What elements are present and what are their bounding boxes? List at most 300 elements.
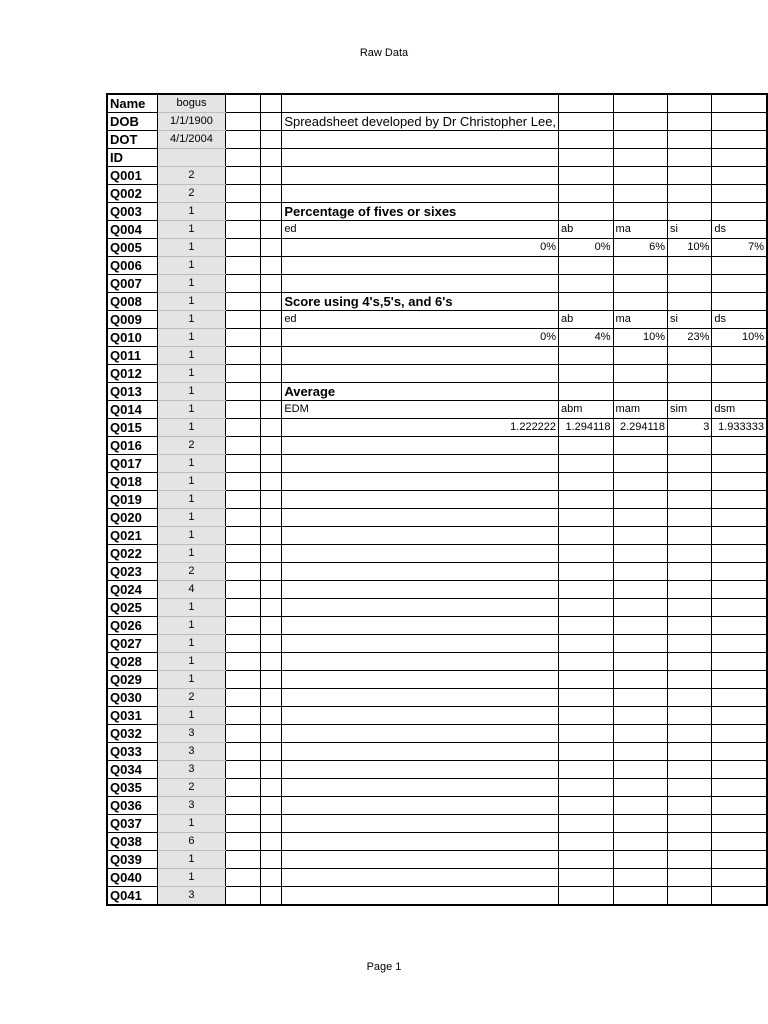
empty-cell[interactable] xyxy=(613,653,668,671)
empty-cell[interactable] xyxy=(559,545,614,563)
empty-cell[interactable] xyxy=(225,869,260,887)
empty-cell[interactable] xyxy=(712,851,767,869)
empty-cell[interactable] xyxy=(282,185,559,203)
empty-cell[interactable] xyxy=(613,743,668,761)
row-value-cell[interactable]: 1 xyxy=(157,653,225,671)
empty-cell[interactable] xyxy=(225,185,260,203)
empty-cell[interactable] xyxy=(613,635,668,653)
row-value-cell[interactable]: 1 xyxy=(157,257,225,275)
empty-cell[interactable] xyxy=(559,743,614,761)
empty-cell[interactable] xyxy=(613,815,668,833)
empty-cell[interactable] xyxy=(613,779,668,797)
empty-cell[interactable] xyxy=(559,635,614,653)
empty-cell[interactable] xyxy=(613,797,668,815)
empty-cell[interactable] xyxy=(668,383,712,401)
empty-cell[interactable] xyxy=(712,149,767,167)
empty-cell[interactable] xyxy=(282,473,559,491)
empty-cell[interactable] xyxy=(559,833,614,851)
empty-cell[interactable] xyxy=(282,671,559,689)
empty-cell[interactable] xyxy=(225,401,260,419)
empty-cell[interactable] xyxy=(559,563,614,581)
empty-cell[interactable] xyxy=(282,617,559,635)
row-value-cell[interactable]: bogus xyxy=(157,94,225,113)
empty-cell[interactable] xyxy=(282,167,559,185)
empty-cell[interactable] xyxy=(282,725,559,743)
empty-cell[interactable] xyxy=(668,635,712,653)
empty-cell[interactable] xyxy=(225,545,260,563)
empty-cell[interactable] xyxy=(282,275,559,293)
empty-cell[interactable] xyxy=(260,869,282,887)
empty-cell[interactable] xyxy=(282,887,559,906)
empty-cell[interactable] xyxy=(282,707,559,725)
row-value-cell[interactable]: 1 xyxy=(157,383,225,401)
empty-cell[interactable] xyxy=(225,113,260,131)
empty-cell[interactable] xyxy=(668,725,712,743)
empty-cell[interactable] xyxy=(225,815,260,833)
empty-cell[interactable] xyxy=(282,455,559,473)
empty-cell[interactable] xyxy=(282,815,559,833)
empty-cell[interactable] xyxy=(613,149,668,167)
empty-cell[interactable] xyxy=(282,131,559,149)
empty-cell[interactable] xyxy=(559,347,614,365)
empty-cell[interactable] xyxy=(712,635,767,653)
empty-cell[interactable] xyxy=(613,869,668,887)
empty-cell[interactable] xyxy=(282,653,559,671)
empty-cell[interactable] xyxy=(712,725,767,743)
row-value-cell[interactable]: 1 xyxy=(157,221,225,239)
empty-cell[interactable] xyxy=(260,599,282,617)
empty-cell[interactable] xyxy=(282,797,559,815)
empty-cell[interactable] xyxy=(282,347,559,365)
row-value-cell[interactable]: 1 xyxy=(157,329,225,347)
empty-cell[interactable] xyxy=(668,869,712,887)
empty-cell[interactable] xyxy=(260,509,282,527)
row-value-cell[interactable]: 1 xyxy=(157,509,225,527)
empty-cell[interactable] xyxy=(613,113,668,131)
row-value-cell[interactable]: 1 xyxy=(157,671,225,689)
empty-cell[interactable] xyxy=(613,707,668,725)
empty-cell[interactable] xyxy=(260,797,282,815)
row-value-cell[interactable]: 1 xyxy=(157,275,225,293)
empty-cell[interactable] xyxy=(559,113,614,131)
empty-cell[interactable] xyxy=(225,761,260,779)
row-value-cell[interactable]: 4 xyxy=(157,581,225,599)
empty-cell[interactable] xyxy=(668,815,712,833)
empty-cell[interactable] xyxy=(282,257,559,275)
empty-cell[interactable] xyxy=(668,185,712,203)
empty-cell[interactable] xyxy=(260,131,282,149)
empty-cell[interactable] xyxy=(668,599,712,617)
empty-cell[interactable] xyxy=(225,563,260,581)
empty-cell[interactable] xyxy=(559,581,614,599)
empty-cell[interactable] xyxy=(225,275,260,293)
row-value-cell[interactable]: 3 xyxy=(157,887,225,906)
empty-cell[interactable] xyxy=(668,797,712,815)
empty-cell[interactable] xyxy=(613,833,668,851)
empty-cell[interactable] xyxy=(613,275,668,293)
empty-cell[interactable] xyxy=(225,94,260,113)
empty-cell[interactable] xyxy=(260,347,282,365)
empty-cell[interactable] xyxy=(282,509,559,527)
empty-cell[interactable] xyxy=(559,275,614,293)
empty-cell[interactable] xyxy=(668,509,712,527)
empty-cell[interactable] xyxy=(260,581,282,599)
empty-cell[interactable] xyxy=(225,833,260,851)
empty-cell[interactable] xyxy=(225,455,260,473)
empty-cell[interactable] xyxy=(613,491,668,509)
empty-cell[interactable] xyxy=(225,653,260,671)
empty-cell[interactable] xyxy=(225,581,260,599)
empty-cell[interactable] xyxy=(260,455,282,473)
empty-cell[interactable] xyxy=(613,671,668,689)
row-value-cell[interactable]: 1 xyxy=(157,491,225,509)
empty-cell[interactable] xyxy=(668,851,712,869)
empty-cell[interactable] xyxy=(559,473,614,491)
empty-cell[interactable] xyxy=(668,761,712,779)
row-value-cell[interactable]: 1 xyxy=(157,419,225,437)
empty-cell[interactable] xyxy=(225,743,260,761)
empty-cell[interactable] xyxy=(712,833,767,851)
row-value-cell[interactable]: 6 xyxy=(157,833,225,851)
empty-cell[interactable] xyxy=(225,239,260,257)
row-value-cell[interactable]: 2 xyxy=(157,167,225,185)
empty-cell[interactable] xyxy=(613,437,668,455)
empty-cell[interactable] xyxy=(712,653,767,671)
empty-cell[interactable] xyxy=(260,185,282,203)
empty-cell[interactable] xyxy=(712,869,767,887)
empty-cell[interactable] xyxy=(712,671,767,689)
empty-cell[interactable] xyxy=(613,689,668,707)
empty-cell[interactable] xyxy=(260,833,282,851)
empty-cell[interactable] xyxy=(668,167,712,185)
row-value-cell[interactable]: 1 xyxy=(157,635,225,653)
empty-cell[interactable] xyxy=(225,491,260,509)
empty-cell[interactable] xyxy=(712,797,767,815)
row-value-cell[interactable]: 2 xyxy=(157,689,225,707)
empty-cell[interactable] xyxy=(559,131,614,149)
empty-cell[interactable] xyxy=(668,293,712,311)
empty-cell[interactable] xyxy=(613,473,668,491)
empty-cell[interactable] xyxy=(613,851,668,869)
empty-cell[interactable] xyxy=(712,563,767,581)
row-value-cell[interactable]: 1 xyxy=(157,347,225,365)
empty-cell[interactable] xyxy=(282,545,559,563)
empty-cell[interactable] xyxy=(668,203,712,221)
row-value-cell[interactable]: 1 xyxy=(157,815,225,833)
empty-cell[interactable] xyxy=(282,635,559,653)
empty-cell[interactable] xyxy=(260,437,282,455)
empty-cell[interactable] xyxy=(559,383,614,401)
empty-cell[interactable] xyxy=(282,743,559,761)
empty-cell[interactable] xyxy=(668,689,712,707)
empty-cell[interactable] xyxy=(559,671,614,689)
empty-cell[interactable] xyxy=(260,779,282,797)
row-value-cell[interactable]: 3 xyxy=(157,743,225,761)
empty-cell[interactable] xyxy=(260,851,282,869)
empty-cell[interactable] xyxy=(260,239,282,257)
empty-cell[interactable] xyxy=(712,347,767,365)
empty-cell[interactable] xyxy=(225,707,260,725)
empty-cell[interactable] xyxy=(225,419,260,437)
empty-cell[interactable] xyxy=(282,491,559,509)
empty-cell[interactable] xyxy=(559,167,614,185)
empty-cell[interactable] xyxy=(559,293,614,311)
empty-cell[interactable] xyxy=(559,257,614,275)
empty-cell[interactable] xyxy=(260,815,282,833)
empty-cell[interactable] xyxy=(712,743,767,761)
empty-cell[interactable] xyxy=(712,545,767,563)
empty-cell[interactable] xyxy=(712,509,767,527)
empty-cell[interactable] xyxy=(225,851,260,869)
empty-cell[interactable] xyxy=(668,779,712,797)
row-value-cell[interactable]: 1 xyxy=(157,545,225,563)
empty-cell[interactable] xyxy=(225,131,260,149)
empty-cell[interactable] xyxy=(712,779,767,797)
empty-cell[interactable] xyxy=(225,617,260,635)
empty-cell[interactable] xyxy=(559,599,614,617)
empty-cell[interactable] xyxy=(613,545,668,563)
empty-cell[interactable] xyxy=(613,167,668,185)
empty-cell[interactable] xyxy=(225,725,260,743)
empty-cell[interactable] xyxy=(260,221,282,239)
empty-cell[interactable] xyxy=(668,149,712,167)
empty-cell[interactable] xyxy=(225,329,260,347)
empty-cell[interactable] xyxy=(668,437,712,455)
empty-cell[interactable] xyxy=(613,94,668,113)
empty-cell[interactable] xyxy=(559,869,614,887)
empty-cell[interactable] xyxy=(712,203,767,221)
empty-cell[interactable] xyxy=(712,599,767,617)
empty-cell[interactable] xyxy=(225,149,260,167)
empty-cell[interactable] xyxy=(260,545,282,563)
empty-cell[interactable] xyxy=(282,581,559,599)
empty-cell[interactable] xyxy=(559,617,614,635)
empty-cell[interactable] xyxy=(668,131,712,149)
empty-cell[interactable] xyxy=(225,671,260,689)
empty-cell[interactable] xyxy=(613,347,668,365)
row-value-cell[interactable]: 1 xyxy=(157,617,225,635)
empty-cell[interactable] xyxy=(282,851,559,869)
empty-cell[interactable] xyxy=(559,797,614,815)
empty-cell[interactable] xyxy=(225,797,260,815)
empty-cell[interactable] xyxy=(225,437,260,455)
empty-cell[interactable] xyxy=(260,203,282,221)
empty-cell[interactable] xyxy=(559,203,614,221)
empty-cell[interactable] xyxy=(668,347,712,365)
empty-cell[interactable] xyxy=(559,779,614,797)
empty-cell[interactable] xyxy=(282,149,559,167)
empty-cell[interactable] xyxy=(260,671,282,689)
empty-cell[interactable] xyxy=(712,707,767,725)
empty-cell[interactable] xyxy=(613,257,668,275)
empty-cell[interactable] xyxy=(225,599,260,617)
empty-cell[interactable] xyxy=(712,131,767,149)
empty-cell[interactable] xyxy=(559,725,614,743)
empty-cell[interactable] xyxy=(668,563,712,581)
empty-cell[interactable] xyxy=(559,185,614,203)
empty-cell[interactable] xyxy=(668,94,712,113)
empty-cell[interactable] xyxy=(225,203,260,221)
empty-cell[interactable] xyxy=(712,113,767,131)
empty-cell[interactable] xyxy=(712,94,767,113)
empty-cell[interactable] xyxy=(712,815,767,833)
empty-cell[interactable] xyxy=(260,887,282,906)
empty-cell[interactable] xyxy=(260,491,282,509)
empty-cell[interactable] xyxy=(559,149,614,167)
empty-cell[interactable] xyxy=(668,473,712,491)
empty-cell[interactable] xyxy=(559,887,614,906)
empty-cell[interactable] xyxy=(260,329,282,347)
empty-cell[interactable] xyxy=(559,653,614,671)
empty-cell[interactable] xyxy=(260,293,282,311)
empty-cell[interactable] xyxy=(712,185,767,203)
empty-cell[interactable] xyxy=(613,617,668,635)
empty-cell[interactable] xyxy=(260,707,282,725)
empty-cell[interactable] xyxy=(613,131,668,149)
row-value-cell[interactable]: 1 xyxy=(157,203,225,221)
empty-cell[interactable] xyxy=(260,563,282,581)
empty-cell[interactable] xyxy=(225,257,260,275)
row-value-cell[interactable]: 3 xyxy=(157,725,225,743)
empty-cell[interactable] xyxy=(559,491,614,509)
empty-cell[interactable] xyxy=(668,707,712,725)
empty-cell[interactable] xyxy=(225,383,260,401)
empty-cell[interactable] xyxy=(668,833,712,851)
empty-cell[interactable] xyxy=(613,527,668,545)
empty-cell[interactable] xyxy=(225,365,260,383)
empty-cell[interactable] xyxy=(225,689,260,707)
empty-cell[interactable] xyxy=(260,761,282,779)
empty-cell[interactable] xyxy=(282,761,559,779)
empty-cell[interactable] xyxy=(260,617,282,635)
empty-cell[interactable] xyxy=(225,887,260,906)
empty-cell[interactable] xyxy=(668,455,712,473)
row-value-cell[interactable]: 1 xyxy=(157,869,225,887)
empty-cell[interactable] xyxy=(260,149,282,167)
row-value-cell[interactable]: 2 xyxy=(157,437,225,455)
empty-cell[interactable] xyxy=(668,545,712,563)
empty-cell[interactable] xyxy=(613,185,668,203)
empty-cell[interactable] xyxy=(282,869,559,887)
empty-cell[interactable] xyxy=(282,833,559,851)
empty-cell[interactable] xyxy=(668,743,712,761)
empty-cell[interactable] xyxy=(225,167,260,185)
empty-cell[interactable] xyxy=(260,635,282,653)
empty-cell[interactable] xyxy=(260,94,282,113)
empty-cell[interactable] xyxy=(712,257,767,275)
empty-cell[interactable] xyxy=(668,491,712,509)
empty-cell[interactable] xyxy=(282,365,559,383)
row-value-cell[interactable]: 1 xyxy=(157,239,225,257)
row-value-cell[interactable]: 1 xyxy=(157,365,225,383)
row-value-cell[interactable]: 1 xyxy=(157,455,225,473)
empty-cell[interactable] xyxy=(712,293,767,311)
empty-cell[interactable] xyxy=(260,401,282,419)
empty-cell[interactable] xyxy=(712,455,767,473)
empty-cell[interactable] xyxy=(712,491,767,509)
row-value-cell[interactable]: 2 xyxy=(157,779,225,797)
empty-cell[interactable] xyxy=(613,581,668,599)
empty-cell[interactable] xyxy=(260,257,282,275)
empty-cell[interactable] xyxy=(282,563,559,581)
empty-cell[interactable] xyxy=(712,617,767,635)
empty-cell[interactable] xyxy=(613,293,668,311)
empty-cell[interactable] xyxy=(225,527,260,545)
row-value-cell[interactable]: 1 xyxy=(157,707,225,725)
empty-cell[interactable] xyxy=(559,707,614,725)
empty-cell[interactable] xyxy=(668,617,712,635)
empty-cell[interactable] xyxy=(668,275,712,293)
empty-cell[interactable] xyxy=(613,455,668,473)
empty-cell[interactable] xyxy=(225,635,260,653)
empty-cell[interactable] xyxy=(559,509,614,527)
empty-cell[interactable] xyxy=(668,653,712,671)
empty-cell[interactable] xyxy=(282,599,559,617)
empty-cell[interactable] xyxy=(260,653,282,671)
empty-cell[interactable] xyxy=(668,887,712,906)
row-value-cell[interactable]: 1 xyxy=(157,851,225,869)
row-value-cell[interactable]: 1 xyxy=(157,401,225,419)
empty-cell[interactable] xyxy=(668,113,712,131)
empty-cell[interactable] xyxy=(712,887,767,906)
row-value-cell[interactable]: 1/1/1900 xyxy=(157,113,225,131)
empty-cell[interactable] xyxy=(559,815,614,833)
empty-cell[interactable] xyxy=(282,527,559,545)
empty-cell[interactable] xyxy=(668,671,712,689)
empty-cell[interactable] xyxy=(225,311,260,329)
row-value-cell[interactable]: 1 xyxy=(157,311,225,329)
empty-cell[interactable] xyxy=(260,473,282,491)
row-value-cell[interactable]: 2 xyxy=(157,185,225,203)
empty-cell[interactable] xyxy=(260,689,282,707)
empty-cell[interactable] xyxy=(559,455,614,473)
empty-cell[interactable] xyxy=(260,113,282,131)
empty-cell[interactable] xyxy=(260,419,282,437)
empty-cell[interactable] xyxy=(559,365,614,383)
empty-cell[interactable] xyxy=(712,437,767,455)
empty-cell[interactable] xyxy=(712,581,767,599)
empty-cell[interactable] xyxy=(282,689,559,707)
empty-cell[interactable] xyxy=(282,779,559,797)
row-value-cell[interactable]: 1 xyxy=(157,527,225,545)
empty-cell[interactable] xyxy=(712,761,767,779)
empty-cell[interactable] xyxy=(225,779,260,797)
empty-cell[interactable] xyxy=(260,167,282,185)
row-value-cell[interactable]: 1 xyxy=(157,599,225,617)
empty-cell[interactable] xyxy=(559,689,614,707)
empty-cell[interactable] xyxy=(260,311,282,329)
empty-cell[interactable] xyxy=(668,527,712,545)
empty-cell[interactable] xyxy=(613,365,668,383)
empty-cell[interactable] xyxy=(260,527,282,545)
empty-cell[interactable] xyxy=(613,563,668,581)
row-value-cell[interactable]: 1 xyxy=(157,293,225,311)
empty-cell[interactable] xyxy=(559,527,614,545)
empty-cell[interactable] xyxy=(225,293,260,311)
empty-cell[interactable] xyxy=(225,347,260,365)
empty-cell[interactable] xyxy=(712,275,767,293)
empty-cell[interactable] xyxy=(282,94,559,113)
empty-cell[interactable] xyxy=(613,761,668,779)
empty-cell[interactable] xyxy=(260,725,282,743)
empty-cell[interactable] xyxy=(559,761,614,779)
empty-cell[interactable] xyxy=(559,437,614,455)
row-value-cell[interactable]: 4/1/2004 xyxy=(157,131,225,149)
empty-cell[interactable] xyxy=(260,383,282,401)
row-value-cell[interactable]: 1 xyxy=(157,473,225,491)
empty-cell[interactable] xyxy=(712,473,767,491)
empty-cell[interactable] xyxy=(613,203,668,221)
